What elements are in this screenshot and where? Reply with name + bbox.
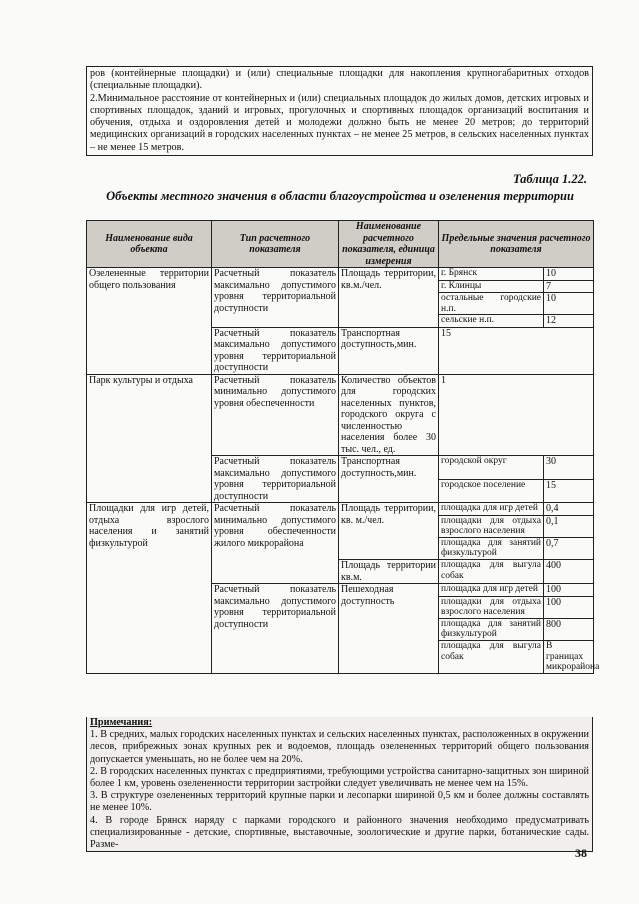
indicator-name-cell: Транспортная доступность,мин. [339,327,439,374]
table-row [87,268,594,281]
value-cell: 15 [439,327,594,374]
value-cell: 0,1 [544,515,594,537]
indicator-type-cell: Расчетный показатель максимально допустимого уровня территориальной доступности [212,584,339,674]
value-cell: 30 [544,456,594,480]
value-cell: 0,7 [544,537,594,559]
table-row [87,374,594,456]
value-cell: 0,4 [544,503,594,516]
value-cell: 1 [439,374,594,456]
category-cell: площадка для занятий физкультурой [439,618,544,640]
category-cell: сельские н.п. [439,315,544,328]
value-cell: 800 [544,618,594,640]
table-title: Объекты местного значения в области благоустройства и озеленения территории [106,189,574,203]
intro-paragraph-2: 2.Минимальное расстояние от контейнерных и (или) специальных площадок до жилых домов, детских игровых и спортивных площадок, зданий и игровых, прогулочных и спортивных площадок организаций воспитания и обучения, отдыха и оздоровления детей и молодежи должно быть не менее 20 метров; до территорий медицинских организаций в городских населенных пунктах – не менее 25 метров, в сельских населенных пунктах – не менее 15 метров. [90,92,589,153]
indicator-type-cell: Расчетный показатель максимально допустимого уровня территориальной доступности [212,327,339,374]
value-cell: 10 [544,293,594,315]
category-cell: г. Клинцы [439,280,544,293]
value-cell: В границах микрорайона [544,640,594,673]
standards-table [86,220,600,674]
value-cell: 12 [544,315,594,328]
indicator-type-cell: Расчетный показатель максимально допустимого уровня территориальной доступности [212,268,339,328]
category-cell: площадка для игр детей [439,584,544,597]
intro-text-box [86,66,593,156]
category-cell: площадки для отдыха взрослого населения [439,515,544,537]
value-cell: 100 [544,596,594,618]
header-limit-values: Предельные значения расчетного показателя [439,221,594,268]
header-object-name: Наименование вида объекта [87,221,212,268]
value-cell: 400 [544,560,594,584]
value-cell: 100 [544,584,594,597]
table-number: Таблица 1.22. [512,172,587,186]
notes-box [86,717,593,852]
page-number: 38 [575,846,587,860]
category-cell: площадка для выгула собак [439,560,544,584]
category-cell: площадки для отдыха взрослого населения [439,596,544,618]
header-indicator-type: Тип расчетного показателя [212,221,339,268]
table-row [87,503,594,516]
indicator-name-cell: Количество объектов для городских населенных пунктов, городского округа с численностью населения более 30 тыс. чел., ед. [339,374,439,456]
indicator-name-cell: Площадь территории, кв. м./чел. [339,503,439,560]
notes-title: Примечания: [90,717,153,728]
indicator-type-cell: Расчетный показатель минимально допустимого уровня обеспеченности [212,374,339,456]
indicator-type-cell: Расчетный показатель минимально допустимого уровня обеспеченности жилого микрорайона [212,503,339,584]
category-cell: площадка для занятий физкультурой [439,537,544,559]
indicator-name-cell: Площадь территории кв.м. [339,560,439,584]
indicator-name-cell: Транспортная доступность,мин. [339,456,439,503]
header-indicator-name: Наименование расчетного показателя, единица измерения [339,221,439,268]
table-header-row [87,221,594,268]
value-cell: 15 [544,479,594,503]
indicator-type-cell: Расчетный показатель максимально допустимого уровня территориальной доступности [212,456,339,503]
category-cell: остальные городские н.п. [439,293,544,315]
category-cell: г. Брянск [439,268,544,281]
value-cell: 10 [544,268,594,281]
category-cell: городское поселение [439,479,544,503]
category-cell: городской округ [439,456,544,480]
note-item: 1. В средних, малых городских населенных пунктах и сельских населенных пунктах, расположенных в окружении лесов, прибрежных зонах крупных рек и водоемов, площадь озелененных территорий общего пользования допускается уменьшать, но не более чем на 20%. [90,729,589,765]
note-item: 2. В городских населенных пунктах с предприятиями, требующими устройства санитарно-защитных зон шириной более 1 км, уровень озелененности территории застройки следует увеличивать не менее чем на 15%. [90,765,589,790]
value-cell: 7 [544,280,594,293]
object-name-cell: Парк культуры и отдыха [87,374,212,503]
indicator-name-cell: Пешеходная доступность [339,584,439,674]
intro-paragraph-1: ров (контейнерные площадки) и (или) специальные площадки для накопления крупногабаритных отходов (специальные площадки). [90,68,589,92]
note-item: 4. В городе Брянск наряду с парками городского и районного значения необходимо предусматривать специализированные - детские, спортивные, выставочные, зоологические и другие парки, ботанические сады. Разме- [90,814,589,851]
object-name-cell: Площадки для игр детей, отдыха взрослого населения и занятий физкультурой [87,503,212,674]
category-cell: площадка для игр детей [439,503,544,516]
indicator-name-cell: Площадь территории, кв.м./чел. [339,268,439,328]
object-name-cell: Озелененные территории общего пользования [87,268,212,375]
category-cell: площадка для выгула собак [439,640,544,673]
note-item: 3. В структуре озелененных территорий крупные парки и лесопарки шириной 0,5 км и более должны составлять не менее 10%. [90,790,589,814]
